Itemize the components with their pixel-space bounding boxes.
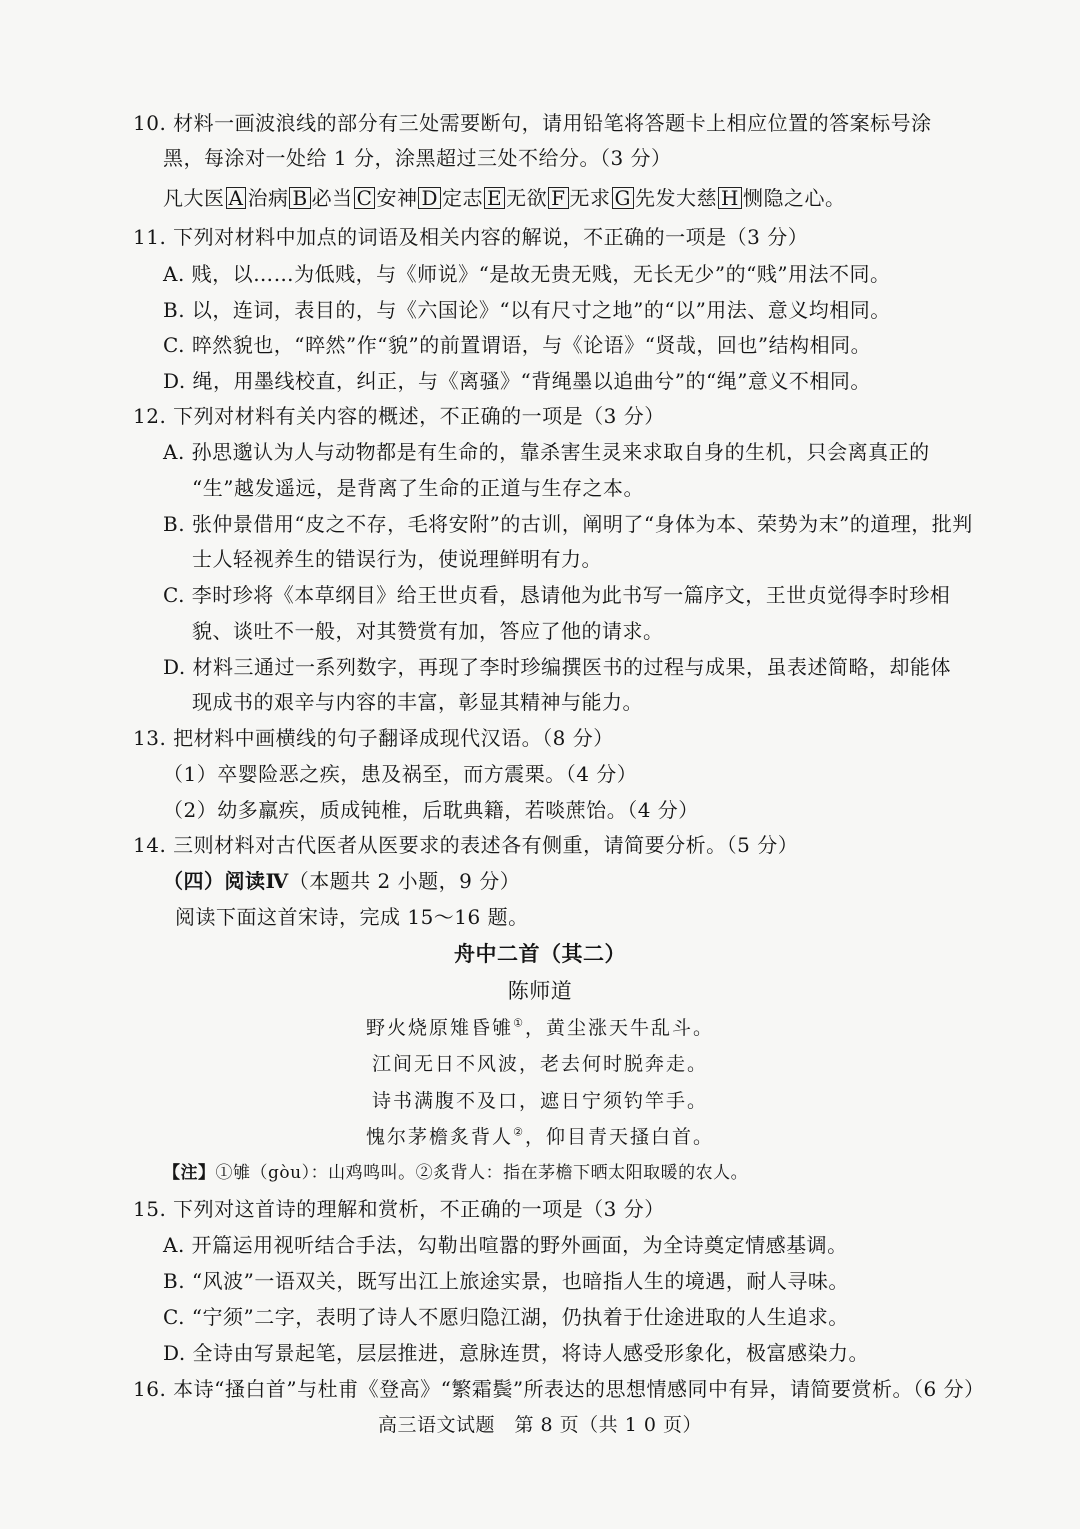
reading-instruction: 阅读下面这首宋诗，完成 15～16 题。 [175,905,529,929]
sentence-segment: 必当 [311,186,353,210]
q12-option-a-cont: “生”越发遥远，是背离了生命的正道与生存之本。 [192,476,644,500]
poem-note [163,1160,748,1186]
q12-option-b-cont: 士人轻视养生的错误行为，使说理鲜明有力。 [192,547,602,571]
poem-author: 陈师道 [507,979,573,1003]
answer-box-f[interactable]: F [548,187,568,209]
q13-stem: 13. 把材料中画横线的句子翻译成现代汉语。（8 分） [133,726,614,750]
q10-sentence [163,185,845,211]
q11-option-d: D. 绳，用墨线校直，纠正，与《离骚》“背绳墨以追曲兮”的“绳”意义不相同。 [163,369,871,393]
q11-stem: 11. 下列对材料中加点的词语及相关内容的解说，不正确的一项是（3 分） [133,225,809,249]
section-heading-bold: （四）阅读Ⅳ [163,869,289,893]
poem-line-1b: ，黄尘涨天牛乱斗。 [524,1017,714,1039]
answer-box-h[interactable]: H [718,187,742,209]
sentence-segment: 安神 [376,186,418,210]
poem-line-1a: 野火烧原雉昏雊 [366,1017,514,1039]
q11-option-c: C. 晬然貌也，“晬然”作“貌”的前置谓语，与《论语》“贤哉，回也”结构相同。 [163,333,872,357]
q10-stem-line2: 黑，每涂对一处给 1 分，涂黑超过三处不给分。（3 分） [163,146,672,170]
q12-option-b: B. 张仲景借用“皮之不存，毛将安附”的古训，阐明了“身体为本、荣势为末”的道理，批判 [163,512,973,536]
q12-option-d: D. 材料三通过一系列数字，再现了李时珍编撰医书的过程与成果，虽表述简略，却能体 [163,655,952,679]
poem-line-3: 诗书满腹不及口，遮日宁须钓竿手。 [371,1090,708,1112]
q12-option-c: C. 李时珍将《本草纲目》给王世贞看，恳请他为此书写一篇序文，王世贞觉得李时珍相 [163,583,951,607]
note-text: ①雊（gòu）：山鸡鸣叫。②炙背人：指在茅檐下晒太阳取暖的农人。 [215,1163,749,1183]
sentence-segment: 先发大慈 [635,186,717,210]
q13-sentence-1: （1）卒婴险恶之疾，患及祸至，而方震栗。（4 分） [163,762,638,786]
q12-stem: 12. 下列对材料有关内容的概述，不正确的一项是（3 分） [133,404,665,428]
answer-box-d[interactable]: D [418,187,441,209]
q11-option-a: A. 贱，以……为低贱，与《师说》“是故无贵无贱，无长无少”的“贱”用法不同。 [163,262,891,286]
q12-option-d-cont: 现成书的艰辛与内容的丰富，彰显其精神与能力。 [192,690,643,714]
section-heading [163,868,520,894]
q12-option-c-cont: 貌、谈吐不一般，对其赞赏有加，答应了他的请求。 [192,619,664,643]
answer-box-e[interactable]: E [484,187,505,209]
sentence-segment: 恻隐之心。 [742,186,846,210]
footnote-marker: ② [513,1125,525,1139]
poem-title: 舟中二首（其二） [454,941,626,966]
q16-stem: 16. 本诗“搔白首”与杜甫《登高》“繁霜鬓”所表达的思想情感同中有异，请简要赏析。（6 分） [133,1377,985,1401]
q14-stem: 14. 三则材料对古代医者从医要求的表述各有侧重，请简要分析。（5 分） [133,833,799,857]
poem-line-4a: 愧尔茅檐炙背人 [366,1126,514,1148]
q15-option-c: C. “宁须”二字，表明了诗人不愿归隐江湖，仍执着于仕途进取的人生追求。 [163,1305,849,1329]
q15-option-d: D. 全诗由写景起笔，层层推进，意脉连贯，将诗人感受形象化，极富感染力。 [163,1341,870,1365]
answer-box-a[interactable]: A [226,187,247,209]
q10-stem-line1: 10. 材料一画波浪线的部分有三处需要断句，请用铅笔将答题卡上相应位置的答案标号涂 [133,111,932,135]
sentence-segment: 治病 [247,186,289,210]
sentence-segment: 无求 [569,186,611,210]
answer-box-c[interactable]: C [354,187,376,209]
answer-box-g[interactable]: G [612,187,634,209]
sentence-segment: 定志 [442,186,484,210]
poem-line-1 [0,1015,1080,1041]
footnote-marker: ① [513,1016,525,1030]
sentence-segment: 无欲 [506,186,548,210]
note-label: 【注】 [163,1163,216,1183]
q12-option-a: A. 孙思邈认为人与动物都是有生命的，靠杀害生灵来求取自身的生机，只会离真正的 [163,440,930,464]
q15-option-a: A. 开篇运用视听结合手法，勾勒出喧嚣的野外画面，为全诗奠定情感基调。 [163,1233,848,1257]
q15-stem: 15. 下列对这首诗的理解和赏析，不正确的一项是（3 分） [133,1197,665,1221]
poem-line-4b: ，仰目青天搔白首。 [524,1126,714,1148]
section-heading-rest: （本题共 2 小题，9 分） [288,869,521,893]
page-footer: 高三语文试题 第 8 页（共 1 0 页） [378,1414,702,1436]
poem-line-4 [0,1124,1080,1150]
q15-option-b: B. “风波”一语双关，既写出江上旅途实景，也暗指人生的境遇，耐人寻味。 [163,1269,849,1293]
sentence-segment: 凡大医 [163,186,225,210]
poem-line-2: 江间无日不风波，老去何时脱奔走。 [371,1053,708,1075]
q13-sentence-2: （2）幼多羸疾，质成钝椎，后耽典籍，若啖蔗饴。（4 分） [163,798,699,822]
q11-option-b: B. 以，连词，表目的，与《六国论》“以有尺寸之地”的“以”用法、意义均相同。 [163,298,891,322]
answer-box-b[interactable]: B [289,187,310,209]
